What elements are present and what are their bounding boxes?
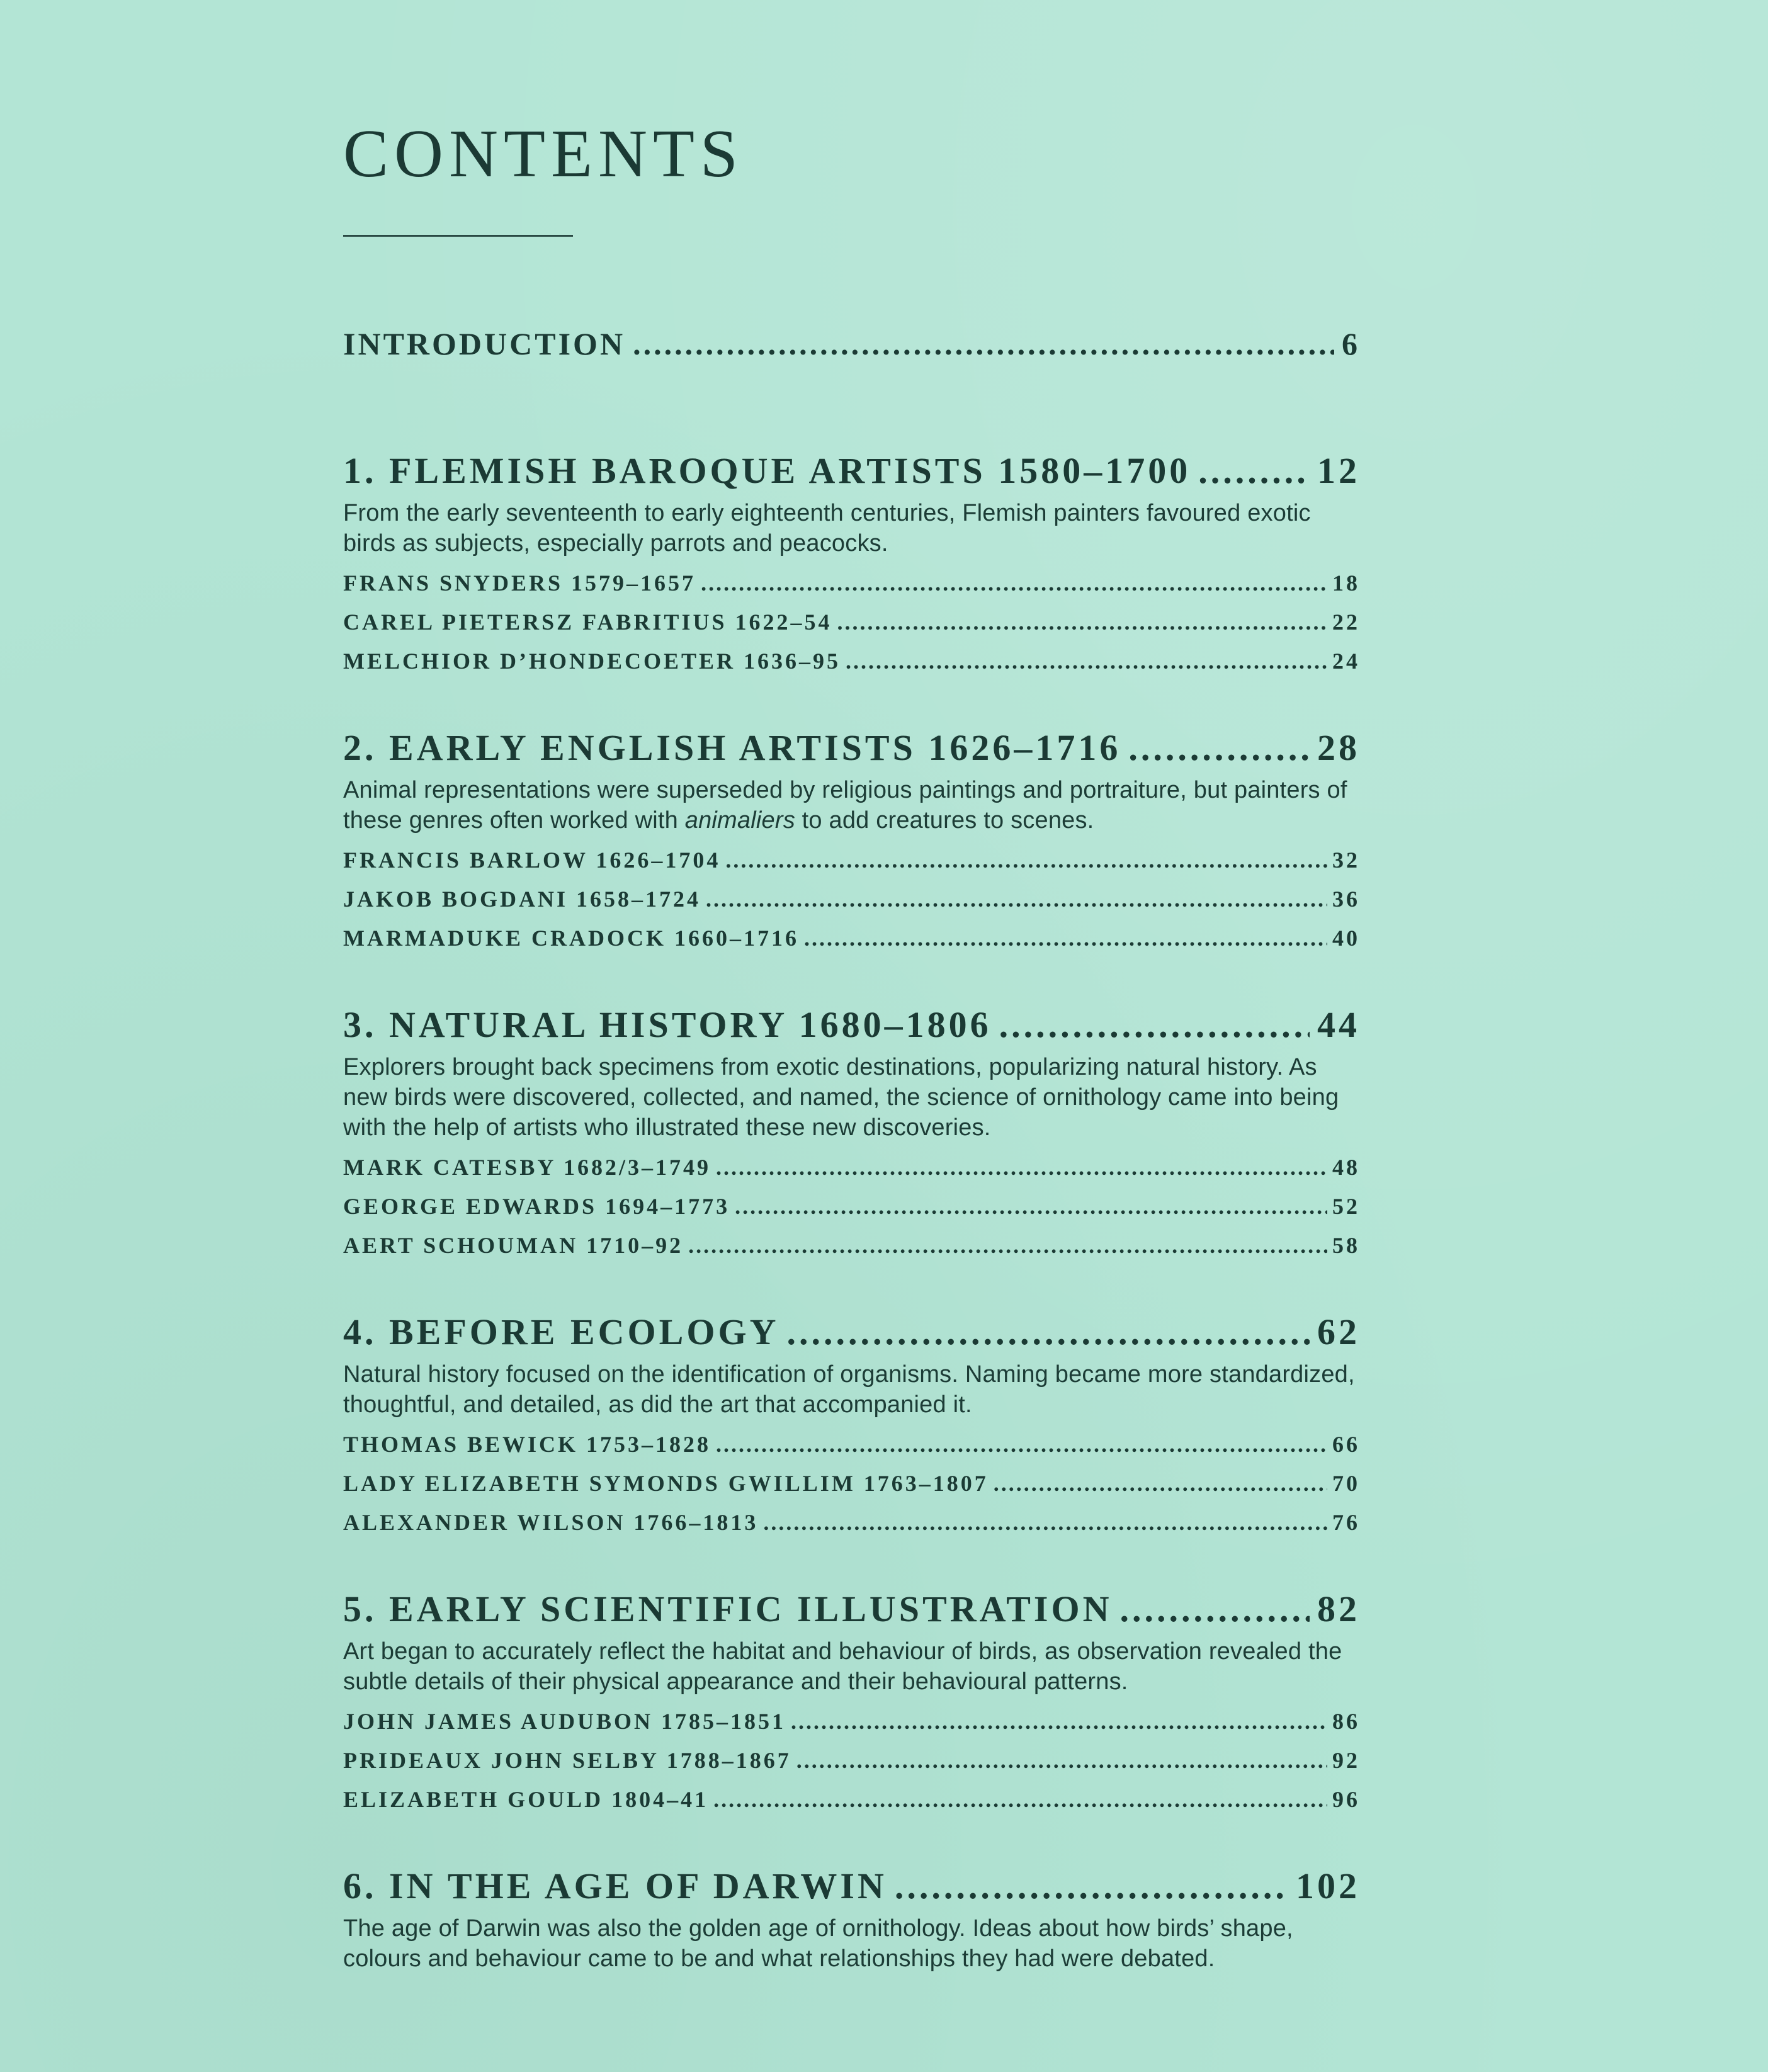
dot-leader [713,1780,1327,1819]
toc-page-number: 36 [1332,886,1360,912]
chapter-description [343,775,1360,835]
toc-page-number: 18 [1332,570,1360,596]
toc-page-number: 86 [1332,1709,1360,1734]
dot-leader [1198,446,1310,495]
dot-leader [1128,723,1310,773]
toc-artist-entry[interactable] [343,1503,1360,1542]
toc-chapter-heading[interactable] [343,1862,1360,1911]
chapter-description: Explorers brought back specimens from exotic destinations, popularizing natural history. As new birds were discovered, collected, and named, the science of ornithology came into being with the help of artists who illustrated these new discoveries. [343,1054,1339,1141]
description-text: Animal representations were superseded by religious paintings and portraiture, but painters of these genres often worked with [343,777,1347,834]
dot-leader [725,841,1327,880]
chapter-section-3 [343,1000,1360,1265]
chapter-title: 4. BEFORE ECOLOGY [343,1311,779,1352]
toc-page-number: 48 [1332,1155,1360,1180]
toc-artist-entry[interactable] [343,563,1360,603]
dot-leader [701,563,1327,603]
toc-page-number: 76 [1332,1510,1360,1535]
dot-leader [735,1187,1327,1226]
toc-page-number: 66 [1332,1432,1360,1457]
artist-name: GEORGE EDWARDS 1694–1773 [343,1194,730,1219]
toc-page-number: 58 [1332,1233,1360,1258]
toc-artist-entry[interactable] [343,1425,1360,1464]
toc-artist-entry[interactable] [343,880,1360,919]
dot-leader [716,1425,1327,1464]
dot-leader [804,919,1327,958]
page-title: CONTENTS [343,116,744,191]
artist-name: AERT SCHOUMAN 1710–92 [343,1233,684,1258]
artist-name: LADY ELIZABETH SYMONDS GWILLIM 1763–1807 [343,1471,989,1496]
toc-page-number: 40 [1332,926,1360,951]
chapter-section-6 [343,1862,1360,1974]
artist-name: JAKOB BOGDANI 1658–1724 [343,886,701,912]
dot-leader [1119,1585,1310,1634]
toc-entry-introduction[interactable] [343,322,1360,366]
toc-entry-label: INTRODUCTION [343,326,626,361]
toc-artist-entry[interactable] [343,603,1360,642]
toc-page-number: 44 [1317,1004,1360,1045]
chapter-section-4 [343,1308,1360,1542]
chapter-title: 1. FLEMISH BAROQUE ARTISTS 1580–1700 [343,450,1191,491]
chapter-description: The age of Darwin was also the golden age of ornithology. Ideas about how birds’ shape, colours and behaviour came to be and what relationships they had were debated. [343,1915,1293,1972]
chapter-description: From the early seventeenth to early eighteenth centuries, Flemish painters favoured exotic birds as subjects, especially parrots and peacocks. [343,500,1311,557]
toc-page-number: 102 [1296,1865,1360,1906]
dot-leader [837,603,1327,642]
artist-name: MARMADUKE CRADOCK 1660–1716 [343,926,799,951]
artist-name: MELCHIOR D’HONDECOETER 1636–95 [343,648,841,674]
description-text: to add creatures to scenes. [795,807,1094,834]
chapter-section-2 [343,723,1360,958]
dot-leader [796,1741,1327,1780]
artist-name: PRIDEAUX JOHN SELBY 1788–1867 [343,1748,791,1773]
toc-page-number: 28 [1317,727,1360,768]
chapter-title: 6. IN THE AGE OF DARWIN [343,1865,887,1906]
toc-chapter-heading[interactable] [343,723,1360,773]
contents-column [343,113,1360,1979]
artist-name: THOMAS BEWICK 1753–1828 [343,1432,711,1457]
toc-page-number: 22 [1332,609,1360,635]
artist-name: ALEXANDER WILSON 1766–1813 [343,1510,759,1535]
toc-artist-entry[interactable] [343,841,1360,880]
dot-leader [895,1862,1288,1911]
toc-chapter-heading[interactable] [343,1585,1360,1634]
toc-page-number: 32 [1332,847,1360,873]
toc-chapter-heading[interactable] [343,446,1360,495]
toc-page-number: 82 [1317,1588,1360,1629]
description-italic-term: animaliers [684,807,795,834]
chapter-description: Art began to accurately reflect the habitat and behaviour of birds, as observation revealed the subtle details of their physical appearance and their behavioural patterns. [343,1638,1342,1695]
toc-page-number: 12 [1317,450,1360,491]
dot-leader [716,1148,1327,1187]
toc-artist-entry[interactable] [343,1187,1360,1226]
dot-leader [999,1000,1310,1050]
toc-page-number: 6 [1342,326,1360,361]
dot-leader [688,1226,1327,1265]
toc-page-number: 92 [1332,1748,1360,1773]
chapter-title: 3. NATURAL HISTORY 1680–1806 [343,1004,992,1045]
dot-leader [994,1464,1327,1503]
chapter-title: 5. EARLY SCIENTIFIC ILLUSTRATION [343,1588,1113,1629]
artist-name: MARK CATESBY 1682/3–1749 [343,1155,711,1180]
chapter-title: 2. EARLY ENGLISH ARTISTS 1626–1716 [343,727,1121,768]
toc-artist-entry[interactable] [343,1702,1360,1741]
title-underline [343,235,573,237]
chapter-section-1 [343,446,1360,681]
toc-artist-entry[interactable] [343,642,1360,681]
artist-name: JOHN JAMES AUDUBON 1785–1851 [343,1709,786,1734]
toc-chapter-heading[interactable] [343,1000,1360,1050]
toc-artist-entry[interactable] [343,1148,1360,1187]
dot-leader [791,1702,1327,1741]
toc-page-number: 62 [1317,1311,1360,1352]
toc-artist-entry[interactable] [343,1741,1360,1780]
toc-page-number: 24 [1332,648,1360,674]
dot-leader [846,642,1327,681]
toc-page-number: 52 [1332,1194,1360,1219]
artist-name: FRANCIS BARLOW 1626–1704 [343,847,721,873]
toc-page-number: 96 [1332,1787,1360,1812]
dot-leader [763,1503,1327,1542]
chapter-section-5 [343,1585,1360,1819]
toc-page-number: 70 [1332,1471,1360,1496]
toc-artist-entry[interactable] [343,1226,1360,1265]
toc-chapter-heading[interactable] [343,1308,1360,1357]
toc-artist-entry[interactable] [343,1780,1360,1819]
artist-name: CAREL PIETERSZ FABRITIUS 1622–54 [343,609,832,635]
toc-artist-entry[interactable] [343,919,1360,958]
artist-name: FRANS SNYDERS 1579–1657 [343,570,696,596]
dot-leader [786,1308,1310,1357]
dot-leader [706,880,1327,919]
artist-name: ELIZABETH GOULD 1804–41 [343,1787,709,1812]
dot-leader [633,322,1334,366]
toc-artist-entry[interactable] [343,1464,1360,1503]
chapter-description: Natural history focused on the identification of organisms. Naming became more standardized, thoughtful, and detailed, as did the art that accompanied it. [343,1361,1355,1418]
